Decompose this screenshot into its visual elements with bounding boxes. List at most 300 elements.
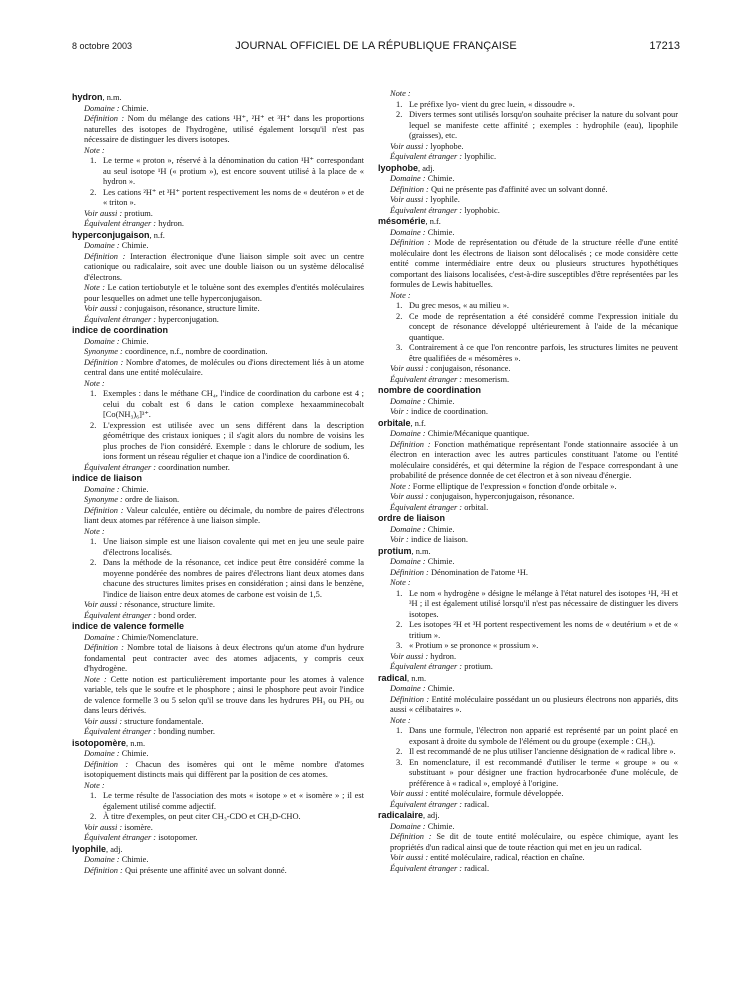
entry-field [72,114,364,146]
entry-grammar: , n.f. [149,230,165,240]
field-label: Définition : [390,832,432,841]
field-text: Mode de représentation ou d'étude de la structure réelle d'une entité moléculaire dont les électrons de liaison sont délocalisés ; ce mode considère cette entité comme intermédiaire entre deux ou plusieurs structures hypothétiques comportant des liaisons localisées, c'est-à-dire susceptibles d'être représentées par les formules de Lewis habituelles. [390,238,678,289]
field-label: Définition : [84,251,126,261]
field-text: Nom du mélange des cations ¹H⁺, ²H⁺ et ³H⁺ dans les proportions naturelles des isotopes de l'hydrogène, utilisé également lorsqu'il n'est pas nécessaire de distinguer les divers isotopes. [84,114,364,144]
note-text: Le terme « proton », réservé à la dénomination du cation ¹H⁺ correspondant au seul isotope ¹H (« protium »), est encore souvent utilisé à la place de « hydron ». [103,156,364,186]
dictionary-entry [378,673,678,811]
field-text: Chimie. [425,227,455,237]
field-label: Domaine : [84,855,120,864]
entry-field [72,495,364,506]
entry-field [72,104,364,115]
note-item [378,758,678,790]
field-text: hyperconjugation. [156,314,219,324]
field-label: Note : [390,290,411,300]
field-label: Équivalent étranger : [84,610,157,620]
note-number: 2. [90,187,97,197]
field-label: Voir aussi : [390,789,429,798]
entry-headword [72,621,364,633]
entry-field [72,823,364,834]
entry-field [72,241,364,252]
entry-field [378,662,678,673]
field-text: Chimie. [425,396,455,406]
field-text: Chimie/Nomenclature. [119,632,199,642]
entry-term: radicalaire [378,810,424,820]
field-text: résonance, structure limite. [122,600,215,609]
entry-term: indice de valence formelle [72,621,185,631]
entry-field [72,727,364,738]
note-item [378,301,678,312]
entry-field [378,429,678,440]
field-text: radical. [462,863,490,873]
entry-field [72,209,364,220]
field-label: Note : [84,526,105,536]
page-header [72,39,680,55]
note-item [72,156,364,188]
dictionary-entry [72,230,364,326]
entry-term: hyperconjugaison [72,229,150,240]
field-text: Cette notion est particulièrement importante pour les atomes à valence variable, tels que le soufre et le phosphore ; ainsi le phosphore peut avoir l'indice de valence formelle 3 ou 5 selon qu'il se trouve dans les hydrures PH₃ ou PH₅ ou dans leurs dérivés. [84,674,364,715]
field-label: Définition : [84,759,129,769]
field-text: Chimie. [425,174,455,183]
entry-headword [378,546,678,558]
field-label: Définition : [84,865,123,875]
entry-term: ordre de liaison [378,513,446,523]
entry-grammar: , n.m. [126,738,146,748]
note-number: 2. [396,110,403,119]
field-text: conjugaison, hyperconjugaison, résonance. [428,492,575,501]
field-text: entité moléculaire, radical, réaction en chaîne. [428,853,585,862]
note-item [72,389,364,421]
entry-term: nombre de coordination [378,385,482,395]
note-item [378,312,678,344]
entry-field [378,684,678,695]
header-page-number: 17213 [649,40,680,52]
entry-field [72,337,364,348]
field-text: Chimie. [119,749,149,758]
entry-field [378,853,678,864]
field-text: coordinence, n.f., nombre de coordination. [122,347,268,356]
entry-term: radical [378,672,408,683]
note-list [378,726,678,789]
field-text: radical. [462,799,490,809]
entry-field [378,238,678,291]
note-number: 1. [396,99,403,109]
note-text: Il est recommandé de ne plus utiliser l'ancienne désignation de « radical libre ». [409,747,676,756]
note-item [378,747,678,758]
entry-field [72,379,364,390]
entry-field [378,174,678,185]
entry-field [378,716,678,727]
entry-field [72,219,364,230]
dictionary-entry [378,513,678,546]
field-label: Équivalent étranger : [390,152,463,161]
note-item [72,558,364,600]
note-list [72,537,364,600]
field-label: Définition : [84,357,124,367]
field-text: conjugaison, résonance, structure limite. [122,304,260,313]
note-list [72,791,364,823]
entry-grammar: , n.m. [411,546,431,556]
field-label: Domaine : [84,632,120,642]
entry-grammar: , adj. [106,844,123,854]
field-text: bond order. [156,610,197,620]
entry-headword [378,163,678,175]
field-label: Domaine : [390,684,426,693]
entry-field [72,506,364,527]
note-text: Ce mode de représentation a été considéré comme l'expression initiale du concept de résonance développé ultérieurement à l'aide de la mécanique quantique. [409,311,678,342]
field-text: Qui ne présente pas d'affinité avec un solvant donné. [428,184,608,194]
field-label: Équivalent étranger : [84,314,157,324]
entry-term: isotopomère [72,737,127,748]
field-text: orbital. [462,502,489,512]
note-number: 1. [396,301,403,310]
field-label: Note : [390,89,411,98]
field-label: Voir aussi : [390,195,429,204]
note-number: 1. [90,537,97,546]
field-label: Voir aussi : [390,364,429,373]
entry-field [72,315,364,326]
entry-headword [72,230,364,242]
entry-field [378,864,678,875]
entry-headword [72,473,364,485]
note-text: « Protium » se prononce « prossium ». [409,641,539,650]
field-text: protium. [122,208,153,218]
entry-headword [378,673,678,685]
entry-grammar: , n.f. [410,418,426,428]
entry-field [378,89,678,100]
field-label: Voir : [390,407,409,416]
note-list [378,301,678,364]
note-text: L'expression est utilisée avec un sens différent dans la description géométrique des cristaux ioniques ; il s'agit alors du nombre de voisins les plus proches de l'ion considéré. Exemple : dans le chlorure de sodium, les ions forment un réseau régulier et chaque ion a l'indice de coordination 6. [103,420,364,461]
field-label: Domaine : [84,103,120,113]
field-label: Note : [84,145,105,155]
field-text: Chimie. [425,821,455,831]
entry-headword [378,385,678,397]
field-label: Définition : [390,184,429,194]
entry-field [378,578,678,589]
entry-headword [72,738,364,750]
entry-field [72,304,364,315]
field-label: Domaine : [390,174,426,183]
field-text: Chimie. [119,855,149,864]
field-text: Entité moléculaire possédant un ou plusieurs électrons non appariés, dits aussi « célibataires ». [390,694,678,714]
entry-field [378,375,678,386]
entry-field [72,855,364,866]
entry-field [378,492,678,503]
field-label: Voir : [390,535,409,544]
entry-field [378,525,678,536]
entry-field [72,600,364,611]
field-label: Voir aussi : [390,141,429,151]
entry-field [72,358,364,379]
entry-term: protium [378,545,412,556]
entry-field [378,364,678,375]
entry-headword [72,325,364,337]
note-text: Divers termes sont utilisés lorsqu'on souhaite préciser la nature du solvant pour lequel se manifeste cette affinité ; exemples : hydrophile (eau), lipophile (graisses), etc. [409,110,678,140]
field-text: Valeur calculée, entière ou décimale, du nombre de paires d'électrons liant deux atomes par référence à une liaison simple. [84,505,364,525]
field-text: structure fondamentale. [122,716,204,726]
field-label: Domaine : [84,336,120,346]
entry-field [72,252,364,284]
note-text: Une liaison simple est une liaison covalente qui met en jeu une seule paire d'électrons localisés. [103,537,364,557]
dictionary-entry [72,844,364,877]
entry-field [378,503,678,514]
field-label: Voir aussi : [390,492,429,501]
note-number: 2. [396,620,403,629]
field-label: Note : [84,780,105,790]
note-text: Le nom « hydrogène » désigne le mélange à l'état naturel des isotopes ¹H, ²H et ³H ; il est également utilisé lorsqu'il n'est pas nécessaire de distinguer les divers isotopes. [409,588,678,619]
note-text: Le préfixe lyo- vient du grec luein, « dissoudre ». [409,99,575,109]
note-item [378,589,678,621]
note-item [378,110,678,142]
entry-field [378,195,678,206]
note-item [72,537,364,558]
field-label: Définition : [84,643,124,652]
note-number: 3. [396,757,403,767]
entry-field [72,643,364,675]
field-label: Définition : [84,505,124,515]
note-text: Exemples : dans le méthane CH₄, l'indice de coordination du carbone est 4 ; celui du cobalt est 6 dans le cation complexe hexaamminecobalt [Co(NH₃)₆]³⁺. [103,389,364,419]
note-number: 1. [90,156,97,165]
entry-field [378,407,678,418]
field-label: Équivalent étranger : [390,205,463,215]
field-text: isomère. [122,822,153,832]
field-label: Définition : [84,114,125,123]
entry-field [378,695,678,716]
field-label: Note : [390,715,411,725]
right-column [378,89,678,874]
field-label: Domaine : [84,749,120,758]
field-text: lyophile. [428,195,460,204]
dictionary-entry [378,89,678,163]
entry-term: lyophile [72,843,107,854]
field-label: Voir aussi : [390,651,429,661]
entry-field [378,535,678,546]
note-item [378,343,678,364]
entry-term: mésomérie [378,216,426,226]
entry-field [378,152,678,163]
field-label: Équivalent étranger : [84,727,157,736]
entry-field [378,440,678,482]
note-number: 1. [90,389,97,398]
note-list [378,589,678,652]
entry-field [72,781,364,792]
entry-field [72,611,364,622]
field-text: Chimie. [425,684,455,693]
note-text: Les cations ²H⁺ et ³H⁺ portent respectivement les noms de « deutéron » et de « triton ». [103,187,364,207]
dictionary-entry [378,163,678,217]
field-text: mesomerism. [462,374,510,384]
note-text: À titre d'exemples, on peut citer CH₃-CDO et CH₂D-CHO. [103,812,301,821]
field-label: Note : [84,283,106,292]
entry-field [72,485,364,496]
entry-field [378,568,678,579]
field-text: protium. [462,662,493,671]
field-label: Note : [84,674,107,684]
dictionary-entry [72,473,364,621]
entry-field [72,760,364,781]
field-text: lyophobe. [428,141,464,151]
field-text: Se dit de toute entité moléculaire, ou espèce chimique, ayant les propriétés d'un radical ainsi que de toute réaction qui met en jeu un radical. [390,832,678,852]
entry-term: indice de liaison [72,473,143,483]
entry-field [72,749,364,760]
entry-grammar: , n.m. [102,93,122,102]
field-label: Définition : [390,694,430,704]
entry-field [72,633,364,644]
note-list [72,389,364,463]
dictionary-entry [72,738,364,844]
entry-term: hydron [72,92,103,102]
field-text: Chimie. [425,524,455,534]
entry-field [72,347,364,358]
note-item [72,812,364,823]
entry-field [378,228,678,239]
entry-grammar: , n.m. [407,673,427,683]
entry-headword [72,92,364,104]
entry-grammar: , n.f. [425,217,441,226]
field-text: coordination number. [156,462,230,472]
note-item [72,188,364,209]
entry-headword [378,418,678,430]
entry-field [378,832,678,853]
field-text: bonding number. [156,727,215,736]
note-list [378,100,678,142]
entry-field [378,789,678,800]
entry-field [378,800,678,811]
field-label: Domaine : [390,524,426,534]
field-label: Domaine : [390,557,426,566]
entry-term: lyophobe [378,162,418,173]
note-text: En nomenclature, il est recommandé d'utiliser le terme « groupe » ou « substituant » pour désigner une fraction hydrocarbonée d'une molécule, de préférence à « radical », employé à l'origine. [409,757,678,788]
note-number: 1. [396,726,403,735]
note-text: Le terme résulte de l'association des mots « isotope » et « isomère » ; il est également utilisé comme adjectif. [103,791,364,811]
field-label: Domaine : [390,227,426,237]
note-item [378,726,678,747]
field-label: Équivalent étranger : [390,374,463,384]
note-number: 2. [396,311,403,321]
field-label: Domaine : [390,429,426,438]
entry-field [378,822,678,833]
dictionary-entry [378,810,678,874]
dictionary-entry [72,92,364,230]
note-number: 2. [396,747,403,756]
note-text: Du grec mesos, « au milieu ». [409,301,510,310]
field-text: Fonction mathématique représentant l'onde stationnaire associée à un électron en interaction avec les autres particules constituant l'atome ou l'entité moléculaire considérés, et qui détermine la région de l'espace correspondant à une probabilité de présence donnée de cet électron et à son niveau d'énergie. [390,439,678,480]
field-text: entité moléculaire, formule développée. [428,789,564,798]
entry-headword [72,844,364,856]
note-text: Contrairement à ce que l'on rencontre parfois, les structures limites ne peuvent être qualifiées de « mésomères ». [409,343,678,363]
field-label: Synonyme : [84,347,123,356]
entry-headword [378,216,678,228]
field-text: lyophobic. [462,205,500,215]
field-label: Équivalent étranger : [390,502,463,512]
note-item [378,100,678,111]
field-label: Voir aussi : [84,304,123,313]
entry-field [378,142,678,153]
field-text: Chimie. [119,241,149,250]
field-text: Chimie. [119,103,149,113]
field-label: Synonyme : [84,495,123,504]
field-text: ordre de liaison. [122,495,180,504]
field-label: Domaine : [390,821,426,831]
left-column [72,92,364,876]
entry-field [378,557,678,568]
note-text: Dans une formule, l'électron non apparié est représenté par un point placé en exposant à droite du symbole de l'élément ou du groupe (exemple : CH₃). [409,726,678,746]
entry-field [378,185,678,196]
entry-field [378,652,678,663]
entry-field [378,291,678,302]
note-number: 2. [90,420,97,430]
field-text: Nombre total de liaisons à deux électrons qu'un atome d'un hydrure fondamental peut contracter avec des atomes adjacents, y compris ceux d'hydrogène. [84,643,364,673]
note-item [72,421,364,463]
field-label: Domaine : [84,484,120,494]
field-label: Équivalent étranger : [390,863,463,873]
entry-grammar: , adj. [423,811,440,820]
field-label: Définition : [390,439,431,449]
entry-field [72,866,364,877]
dictionary-entry [378,385,678,418]
field-text: isotopomer. [156,833,198,842]
header-date: 8 octobre 2003 [72,41,133,51]
dictionary-entry [378,216,678,385]
field-label: Domaine : [390,396,426,406]
field-label: Voir aussi : [390,853,429,862]
entry-headword [378,513,678,525]
field-label: Définition : [390,238,431,247]
field-text: indice de coordination. [408,407,488,416]
field-text: hydron. [428,651,457,661]
entry-field [378,397,678,408]
field-text: indice de liaison. [408,535,468,544]
field-label: Équivalent étranger : [84,462,157,472]
note-item [378,641,678,652]
note-item [72,791,364,812]
note-number: 3. [396,343,403,352]
dictionary-entry [378,546,678,673]
field-text: Dénomination de l'atome ¹H. [428,567,529,577]
field-text: Qui présente une affinité avec un solvant donné. [122,865,287,875]
field-label: Voir aussi : [84,716,123,726]
note-text: Dans la méthode de la résonance, cet indice peut être considéré comme la moyenne pondérée des nombres de paires d'électrons liant deux atomes dans chacune des structures limites prises en considération ; ainsi dans le benzène, l'indice de liaison entre deux atomes de carbone est voisin de 1,5. [103,558,364,599]
field-label: Voir aussi : [84,600,123,609]
note-list [72,156,364,209]
field-text: Forme elliptique de l'expression « fonction d'onde orbitale ». [410,481,617,491]
entry-field [72,527,364,538]
field-label: Voir aussi : [84,208,123,218]
field-text: Chimie. [119,336,149,346]
note-text: Les isotopes ²H et ³H portent respectivement les noms de « deutérium » et de « tritium ». [409,620,678,640]
dictionary-entry [72,325,364,473]
entry-term: orbitale [378,417,411,428]
field-text: lyophilic. [462,152,497,161]
entry-grammar: , adj. [418,163,435,173]
field-text: Chimie. [425,557,455,566]
field-label: Note : [390,578,411,587]
field-label: Équivalent étranger : [84,833,157,842]
entry-field [378,206,678,217]
field-text: Interaction électronique d'une liaison simple soit avec un centre cationique ou radicalaire, soit avec une double liaison ou un système délocalisé d'électrons. [84,251,364,282]
field-label: Équivalent étranger : [84,219,157,228]
note-number: 1. [90,791,97,800]
note-number: 3. [396,641,403,650]
header-title: JOURNAL OFFICIEL DE LA RÉPUBLIQUE FRANÇAISE [235,40,517,52]
dictionary-entry [378,418,678,514]
entry-field [72,833,364,844]
note-number: 1. [396,588,403,598]
field-text: Chimie/Mécanique quantique. [425,429,530,438]
field-text: Chacun des isomères qui ont le même nombre d'atomes isotopiquement distincts mais qui diffèrent par la position de ces atomes. [84,759,364,779]
field-label: Équivalent étranger : [390,662,463,671]
